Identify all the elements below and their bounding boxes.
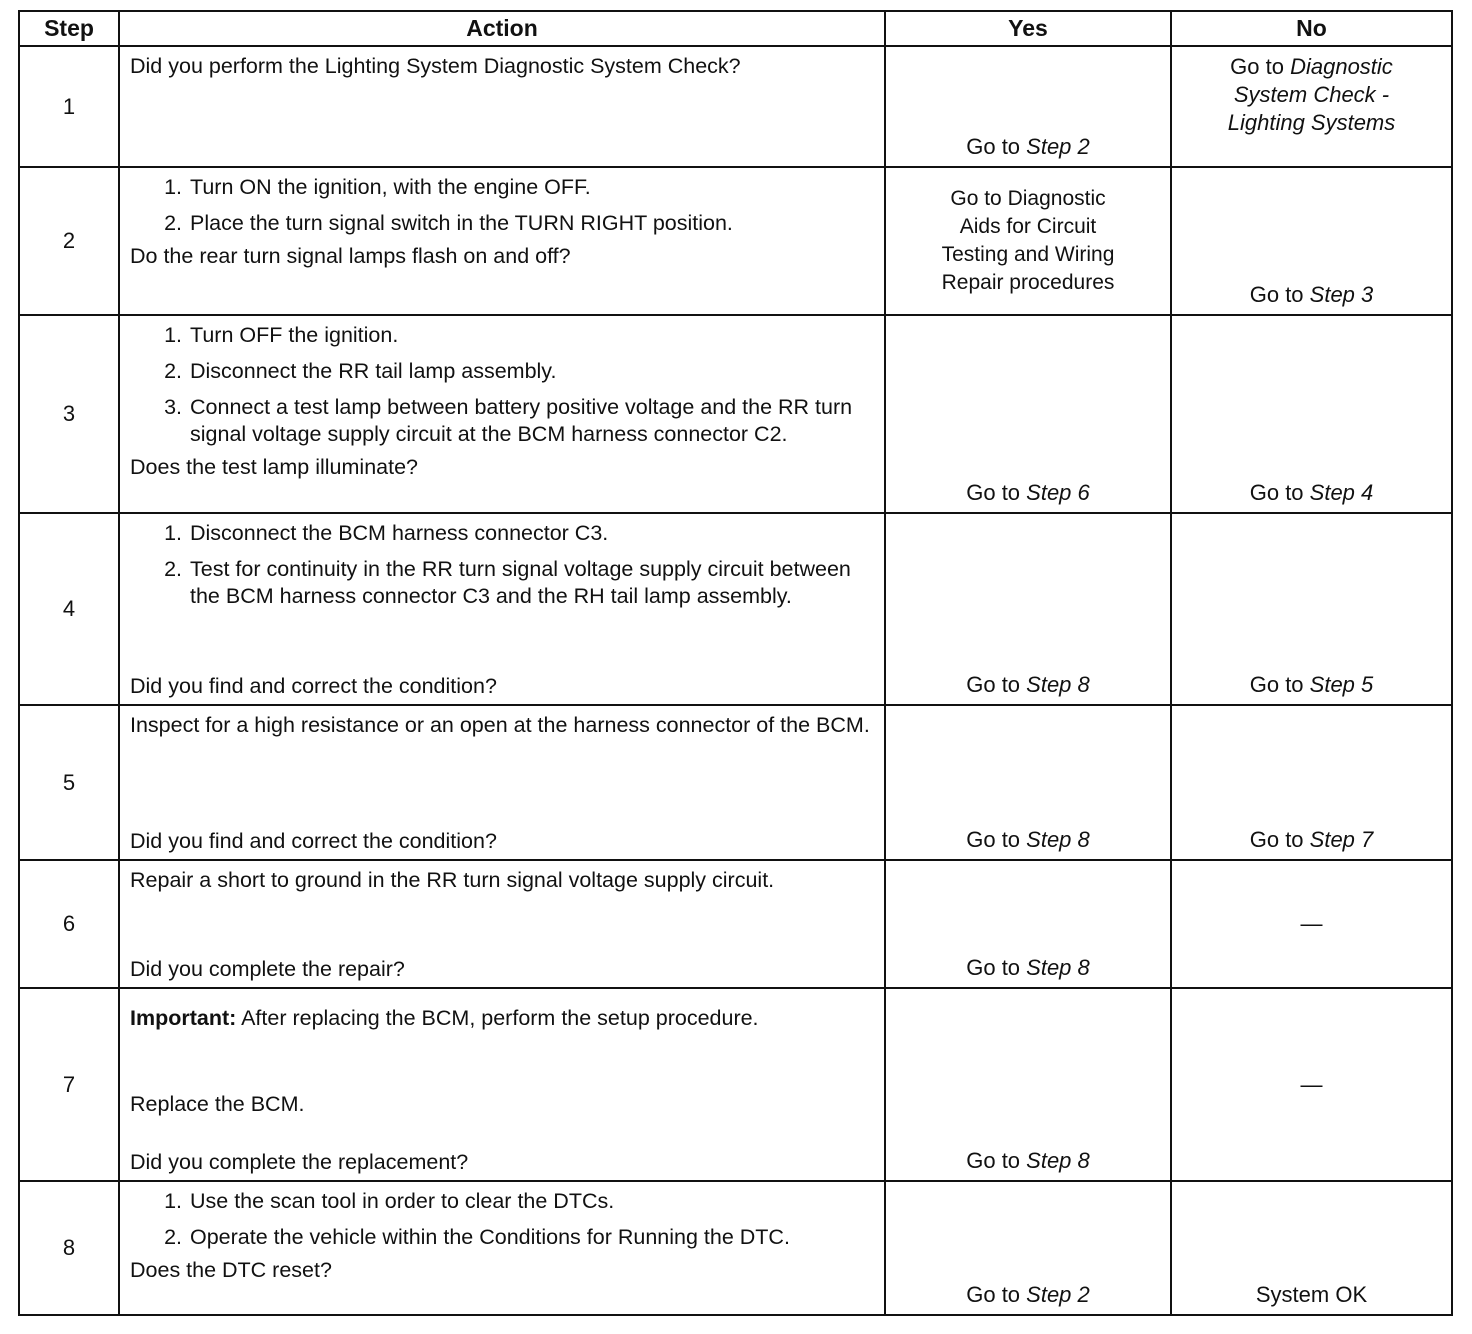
action-question: Does the test lamp illuminate? [130,455,419,479]
action-steps-list [130,520,876,616]
step-number: 7 [19,988,119,1181]
yes-cell [885,1181,1171,1315]
no-cell [1171,513,1452,705]
no-link-line-1[interactable]: Diagnostic [1290,54,1393,79]
no-dash: — [1300,911,1323,936]
step-number: 4 [19,513,119,705]
action-cell [119,513,885,705]
step-number: 8 [19,1181,119,1315]
action-step-item: 3. Connect a test lamp between battery positive voltage and the RR turn signal voltage supply circuit at the BCM harness connector C2. [188,394,876,448]
yes-cell [885,167,1171,315]
yes-step-link[interactable]: Step 2 [1026,1282,1090,1307]
action-question: Did you complete the replacement? [130,1150,469,1174]
action-cell [119,705,885,860]
no-dash: — [1300,1071,1323,1097]
action-step-item: 1. Use the scan tool in order to clear the DTCs. [188,1188,796,1215]
yes-line: Testing and Wiring [941,243,1115,266]
no-prefix: Go to [1249,827,1310,852]
yes-prefix: Go to [966,827,1027,852]
no-cell [1171,705,1452,860]
no-cell [1171,1181,1452,1315]
yes-line: Aids for Circuit [959,215,1097,238]
yes-prefix: Go to [966,1282,1027,1307]
action-cell [119,860,885,988]
table-row [19,1181,1452,1315]
yes-step-link[interactable]: Step 2 [1026,134,1090,159]
header-step: Step [19,11,119,46]
step-number: 2 [19,167,119,315]
action-step-item: 2. Disconnect the RR tail lamp assembly. [188,358,876,385]
yes-cell [885,46,1171,167]
action-step-item: 1. Disconnect the BCM harness connector C3. [188,520,876,547]
yes-cell [885,988,1171,1181]
action-cell [119,46,885,167]
action-question: Does the DTC reset? [130,1258,332,1282]
no-cell [1171,860,1452,988]
step-number: 3 [19,315,119,513]
important-label: Important: [130,1006,237,1030]
action-text: Replace the BCM. [130,1092,305,1116]
no-step-link[interactable]: Step 4 [1309,480,1374,505]
no-link-line-3[interactable]: Lighting Systems [1227,110,1396,135]
table-row [19,705,1452,860]
action-steps-list [130,174,876,237]
yes-prefix: Go to [966,1148,1027,1173]
yes-step-link[interactable]: Step 8 [1026,955,1090,980]
important-note [130,1005,876,1032]
yes-line: Repair procedures [941,271,1115,294]
action-steps-list [130,322,876,448]
no-cell [1171,167,1452,315]
action-text: Inspect for a high resistance or an open at the harness connector of the BCM. [130,713,870,737]
step-number: 6 [19,860,119,988]
yes-line: Go to Diagnostic [950,187,1106,210]
yes-step-link[interactable]: Step 6 [1026,480,1090,505]
step-number: 1 [19,46,119,167]
no-cell [1171,988,1452,1181]
no-prefix: Go to [1230,54,1291,79]
action-text: Did you perform the Lighting System Diagnostic System Check? [130,54,741,78]
action-step-item: 1. Turn OFF the ignition. [188,322,876,349]
action-cell [119,315,885,513]
table-row [19,167,1452,315]
action-step-item: 2. Operate the vehicle within the Conditions for Running the DTC. [188,1224,796,1251]
header-row [19,11,1452,46]
action-step-item: 2. Place the turn signal switch in the TURN RIGHT position. [188,210,876,237]
yes-step-link[interactable]: Step 8 [1026,827,1090,852]
yes-prefix: Go to [966,672,1027,697]
action-question: Did you complete the repair? [130,957,405,981]
no-prefix: Go to [1249,282,1310,307]
action-steps-list [130,1188,876,1251]
no-step-link[interactable]: Step 7 [1309,827,1374,852]
table-row [19,46,1452,167]
action-step-item: 1. Turn ON the ignition, with the engine OFF. [188,174,876,201]
table-row [19,315,1452,513]
yes-prefix: Go to [966,480,1027,505]
table-row [19,860,1452,988]
table-row [19,513,1452,705]
no-step-link[interactable]: Step 5 [1309,672,1374,697]
no-prefix: Go to [1249,480,1310,505]
action-cell [119,167,885,315]
yes-prefix: Go to [966,955,1027,980]
important-text: After replacing the BCM, perform the setup procedure. [236,1006,759,1030]
header-action: Action [119,11,885,46]
yes-cell [885,860,1171,988]
yes-step-link[interactable]: Step 8 [1026,672,1090,697]
yes-cell [885,513,1171,705]
action-cell [119,1181,885,1315]
no-cell [1171,315,1452,513]
action-question: Did you find and correct the condition? [130,674,497,698]
action-question: Do the rear turn signal lamps flash on and off? [130,244,571,268]
action-cell [119,988,885,1181]
no-link-line-2[interactable]: System Check - [1233,82,1390,107]
action-question: Did you find and correct the condition? [130,829,497,853]
table-row [19,988,1452,1181]
yes-cell [885,705,1171,860]
no-step-link[interactable]: Step 3 [1309,282,1374,307]
step-number: 5 [19,705,119,860]
yes-step-link[interactable]: Step 8 [1026,1148,1090,1173]
no-result: System OK [1255,1282,1368,1307]
yes-prefix: Go to [966,134,1027,159]
diagnostic-table [18,10,1453,1316]
header-yes: Yes [885,11,1171,46]
action-text: Repair a short to ground in the RR turn signal voltage supply circuit. [130,868,775,892]
no-prefix: Go to [1249,672,1310,697]
action-step-item: 2. Test for continuity in the RR turn signal voltage supply circuit between the BCM harness connector C3 and the RH tail lamp assembly. [188,556,876,610]
no-cell [1171,46,1452,167]
yes-cell [885,315,1171,513]
header-no: No [1171,11,1452,46]
